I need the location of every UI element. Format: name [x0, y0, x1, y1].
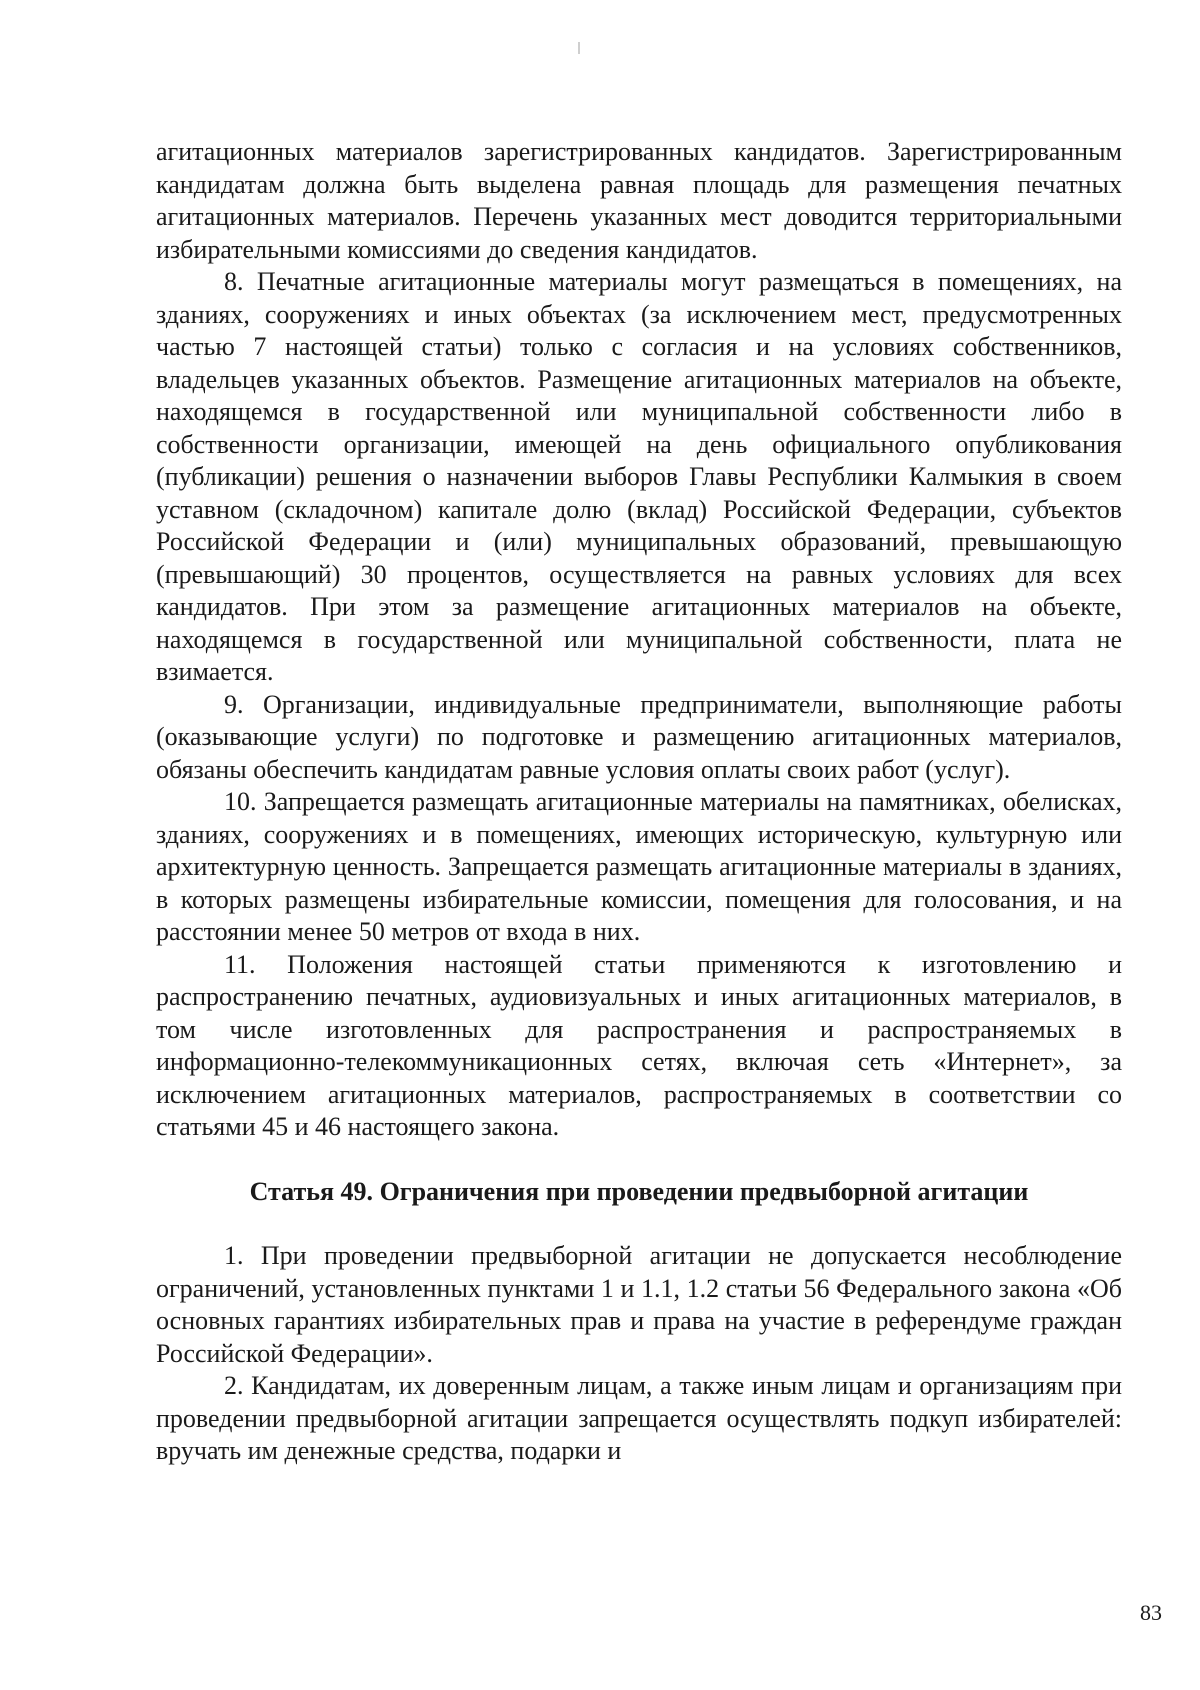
article-49-paragraph-1: 1. При проведении предвыборной агитации не допускается несоблюдение ограничений, установленных пунктами 1 и 1.1, 1.2 статьи 56 Федерального закона «Об основных гарантиях избирательных прав и права на участие в референдуме граждан Российской Федерации». [156, 1241, 1122, 1368]
page-number: 83 [1140, 1600, 1162, 1625]
paragraph-8: 8. Печатные агитационные материалы могут размещаться в помещениях, на зданиях, сооружениях и иных объектах (за исключением мест, предусмотренных частью 7 настоящей статьи) только с согласия и на условиях собственников, владельцев указанных объектов. Размещение агитационных материалов на объекте, находящемся в государственной или муниципальной собственности либо в собственности организации, имеющей на день официального опубликования (публикации) решения о назначении выборов Главы Республики Калмыкия в своем уставном (складочном) капитале долю (вклад) Российской Федерации, субъектов Российской Федерации и (или) муниципальных образований, превышающую (превышающий) 30 процентов, осуществляется на равных условиях для всех кандидатов. При этом за размещение агитационных материалов на объекте, находящемся в государственной или муниципальной собственности, плата не взимается. [156, 267, 1122, 686]
article-heading [156, 1176, 1122, 1209]
article-49-paragraph-2: 2. Кандидатам, их доверенным лицам, а также иным лицам и организациям при проведении предвыборной агитации запрещается осуществлять подкуп избирателей: вручать им денежные средства, подарки и [156, 1371, 1122, 1465]
paragraph-11: 11. Положения настоящей статьи применяются к изготовлению и распространению печатных, аудиовизуальных и иных агитационных материалов, в том числе изготовленных для распространения и распространяемых в информационно-телекоммуникационных сетях, включая сеть «Интернет», за исключением агитационных материалов, распространяемых в соответствии со статьями 45 и 46 настоящего закона. [156, 949, 1122, 1141]
article-number: Статья 49. [249, 1176, 380, 1206]
paragraph-9: 9. Организации, индивидуальные предприниматели, выполняющие работы (оказывающие услуги) по подготовке и размещению агитационных материалов, обязаны обеспечить кандидатам равные условия оплаты своих работ (услуг). [156, 689, 1122, 784]
article-title: Ограничения при проведении предвыборной агитации [379, 1176, 1029, 1206]
paragraph-continuation: агитационных материалов зарегистрированных кандидатов. Зарегистрированным кандидатам должна быть выделена равная площадь для размещения печатных агитационных материалов. Перечень указанных мест доводится территориальными избирательными комиссиями до сведения кандидатов. [156, 137, 1122, 264]
document-body [156, 136, 1122, 1468]
scan-mark [578, 42, 580, 54]
paragraph-10: 10. Запрещается размещать агитационные материалы на памятниках, обелисках, зданиях, сооружениях и в помещениях, имеющих историческую, культурную или архитектурную ценность. Запрещается размещать агитационные материалы в зданиях, в которых размещены избирательные комиссии, помещения для голосования, и на расстоянии менее 50 метров от входа в них. [156, 787, 1122, 946]
